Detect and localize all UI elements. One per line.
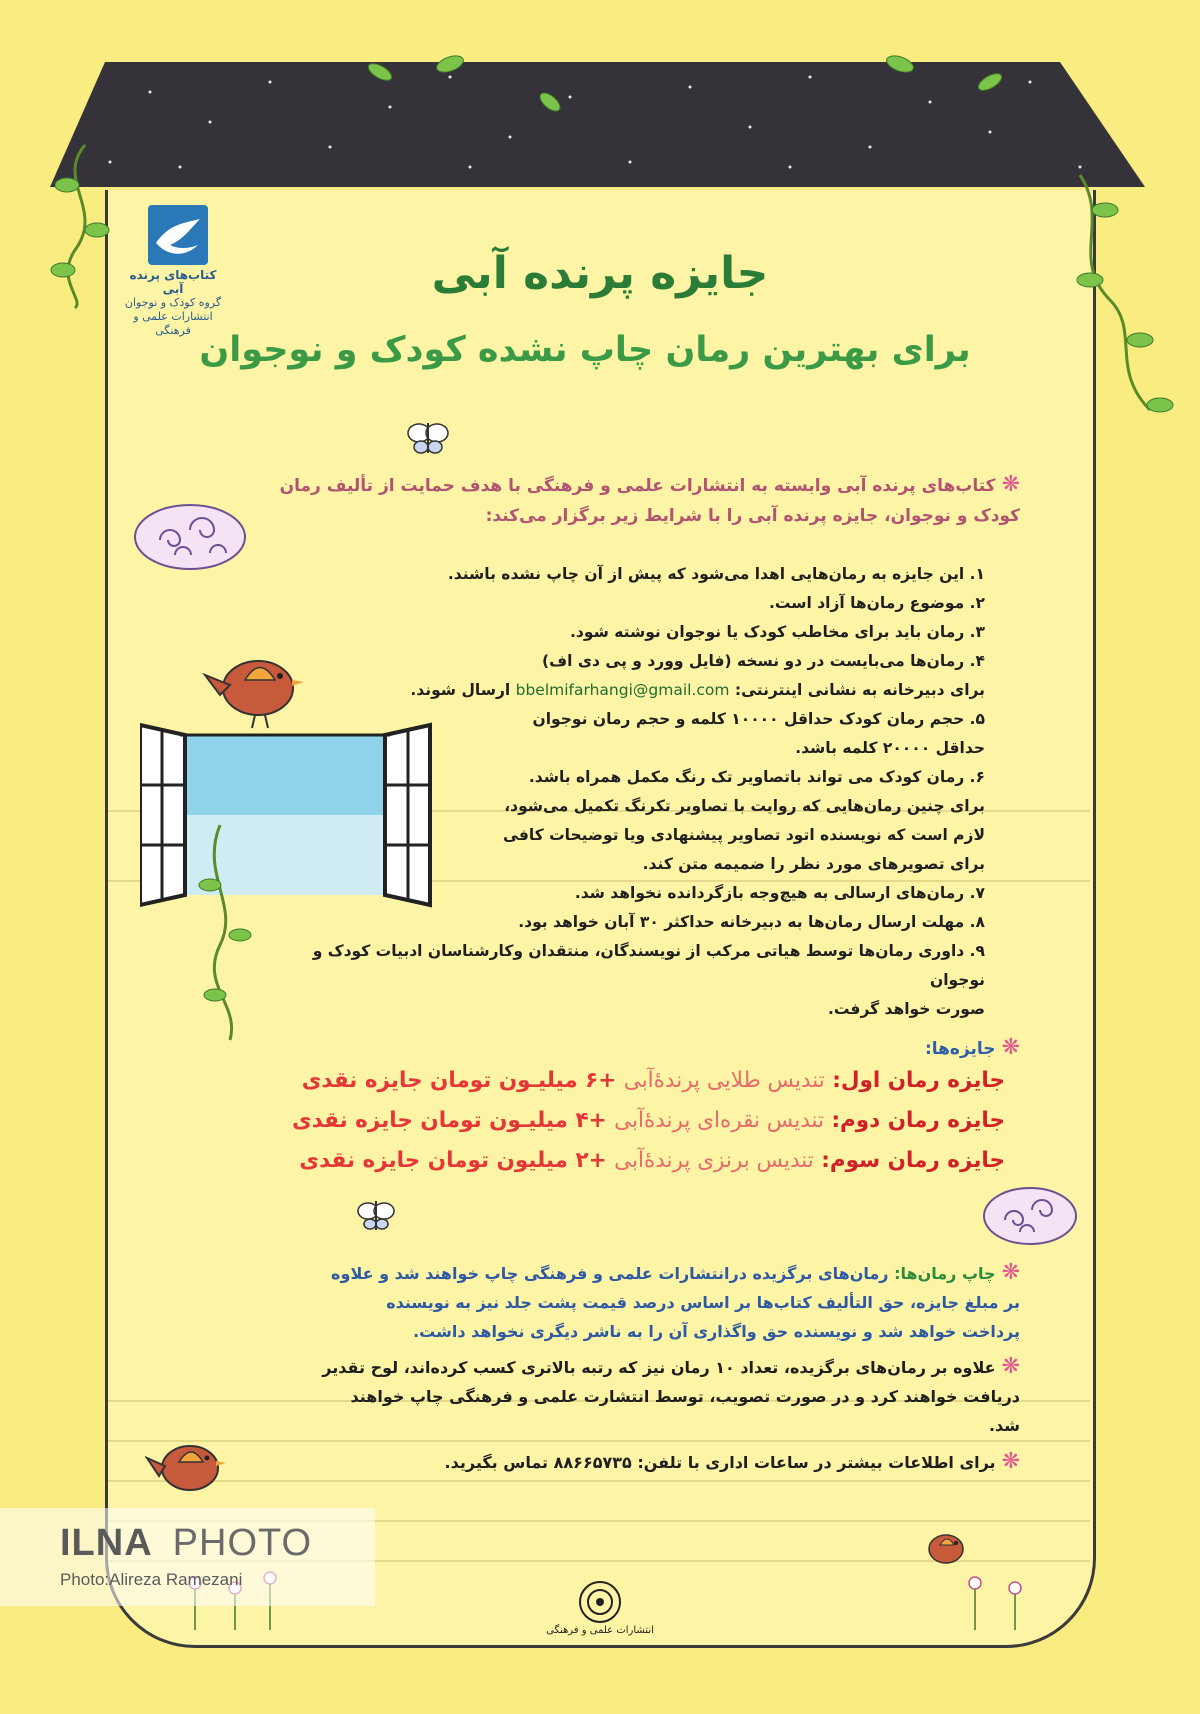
page-subtitle: برای بهترین رمان چاپ نشده کودک و نوجوان [199, 330, 971, 370]
rule-item: ۴. رمان‌ها می‌بایست در دو نسخه (فایل وورد و پی دی اف) [542, 652, 985, 670]
blue-bird-logo-icon [148, 205, 208, 265]
email-link[interactable]: bbelmifarhangi@gmail.com [515, 681, 730, 699]
watermark-brand-bold: ILNA [60, 1522, 153, 1564]
prize-third [230, 1148, 1005, 1173]
intro-line: کتاب‌های پرنده آبی وابسته به انتشارات علمی و فرهنگی با هدف حمایت از تألیف رمان [279, 476, 996, 496]
rule-item-email-line [255, 676, 985, 705]
prize-second [230, 1108, 1005, 1133]
rule-item: ۸. مهلت ارسال رمان‌ها به دبیرخانه حداکثر ۳۰ آبان خواهد بود. [518, 913, 985, 931]
prize-item: تندیس برنزی پرندهٔ‌آبی [614, 1148, 814, 1173]
prize-cash: +۶ میلیـون تومان جایزه نقدی [301, 1068, 617, 1093]
logo-subtext: انتشارات علمی و فرهنگی [133, 310, 213, 337]
logo-subtext: گروه کودک و نوجوان [124, 296, 222, 309]
prize-cash: +۴ میلیـون تومان جایزه نقدی [292, 1108, 607, 1133]
publishing-line: بر مبلغ جایزه، حق التألیف کتاب‌ها بر اساس درصد قیمت پشت جلد نیز به نویسنده [386, 1293, 1020, 1312]
publishing-line: رمان‌های برگزیده درانتشارات علمی و فرهنگی چاپ خواهند شد و علاوه [331, 1264, 889, 1283]
vine-right-icon [1070, 170, 1180, 430]
honors-paragraph [255, 1352, 1020, 1440]
publishing-line: پرداخت خواهد شد و نویسنده حق واگذاری آن را به ناشر دیگری نخواهد داشت. [413, 1322, 1020, 1341]
flower-icon: ❋ [1001, 1449, 1020, 1474]
prize-label: جایزه رمان اول: [832, 1068, 1005, 1093]
publishing-heading: چاپ رمان‌ها: [894, 1264, 996, 1283]
prize-first [230, 1068, 1005, 1093]
intro-line: کودک و نوجوان، جایزه پرنده آبی را با شرایط زیر برگزار می‌کند: [485, 506, 1020, 526]
watermark-brand [60, 1522, 312, 1565]
honors-line: دریافت خواهند کرد و در صورت تصویب، توسط انتشارت علمی و فرهنگی چاپ خواهند [350, 1387, 1020, 1406]
flower-icon: ❋ [1001, 472, 1020, 497]
rule-item: ۷. رمان‌های ارسالی به هیچ‌وجه بازگردانده نخواهد شد. [574, 884, 985, 902]
prize-label: جایزه رمان سوم: [821, 1148, 1005, 1173]
rule-item: لازم است که نویسنده اتود تصاویر پیشنهادی ویا توضیحات کافی [503, 826, 985, 844]
prizes-heading [800, 1035, 1020, 1060]
butterfly-icon [355, 1195, 397, 1233]
butterfly-icon [405, 415, 451, 455]
logo-name: کتاب‌های پرنده آبی [129, 268, 217, 296]
rules-list [255, 560, 985, 1024]
divider [108, 1440, 1090, 1442]
publisher-name: انتشارات علمی و فرهنگی [546, 1625, 654, 1636]
logo-caption [118, 268, 228, 338]
divider [108, 1480, 1090, 1482]
rule-item: حداقل ۲۰۰۰۰ کلمه باشد. [795, 739, 985, 757]
bird-icon [145, 1430, 230, 1500]
honors-line: شد. [988, 1416, 1020, 1435]
rule-text: ارسال شوند. [410, 681, 511, 699]
intro-paragraph [255, 470, 1020, 531]
contact-text: برای اطلاعات بیشتر در ساعات اداری با تلفن: ۸۸۶۶۵۷۳۵ تماس بگیرید. [444, 1453, 996, 1472]
rule-text: برای دبیرخانه به نشانی اینترنتی: [734, 681, 985, 699]
rule-item: برای چنین رمان‌هایی که روایت با تصاویر تکرنگ تکمیل می‌شود، [504, 797, 985, 815]
photo-watermark [0, 1508, 375, 1606]
vine-left-icon [45, 140, 115, 310]
rule-item: ۵. حجم رمان کودک حداقل ۱۰۰۰۰ کلمه و حجم رمان نوجوان [532, 710, 985, 728]
rule-item: ۶. رمان کودک می تواند باتصاویر تک رنگ مکمل همراه باشد. [528, 768, 985, 786]
flower-icon: ❋ [1001, 1354, 1020, 1379]
watermark-brand-light: PHOTO [172, 1522, 313, 1564]
rule-item: ۳. رمان باید برای مخاطب کودک یا نوجوان نوشته شود. [570, 623, 985, 641]
swirl-cloud-icon [130, 495, 250, 575]
page-title: جایزه پرنده آبی [431, 248, 769, 299]
flower-icon: ❋ [1001, 1035, 1020, 1060]
house-roof [50, 52, 1150, 197]
prize-label: جایزه رمان دوم: [831, 1108, 1005, 1133]
prize-item: تندیس طلایی پرندهٔ‌آبی [623, 1068, 825, 1093]
flower-icon: ❋ [1001, 1260, 1020, 1285]
rule-item: ۲. موضوع رمان‌ها آزاد است. [768, 594, 985, 612]
watermark-credit: Photo:Alireza Ramezani [60, 1570, 243, 1589]
publisher-logo-icon [578, 1580, 622, 1624]
rule-item: ۹. داوری رمان‌ها توسط هیاتی مرکب از نویسندگان، منتقدان وکارشناسان ادبیات کودک و نوجوان [312, 942, 985, 989]
contact-paragraph [255, 1447, 1020, 1477]
prize-cash: +۲ میلیون تومان جایزه نقدی [299, 1148, 607, 1173]
swirl-cloud-icon [980, 1180, 1080, 1250]
prize-item: تندیس نقره‌ای پرندهٔ‌آبی [614, 1108, 824, 1133]
rule-item: ۱. این جایزه به رمان‌هایی اهدا می‌شود که پیش از آن چاپ نشده باشند. [447, 565, 985, 583]
honors-line: علاوه بر رمان‌های برگزیده، تعداد ۱۰ رمان نیز که رتبه بالاتری کسب کرده‌اند، لوح تقدیر [322, 1358, 996, 1377]
prizes-heading-text: جایزه‌ها: [924, 1039, 996, 1059]
rule-item: برای تصویرهای مورد نظر را ضمیمه متن کند. [642, 855, 985, 873]
publishing-paragraph [255, 1258, 1020, 1346]
rule-item: صورت خواهد گرفت. [828, 1000, 985, 1018]
bird-icon [920, 1525, 970, 1570]
